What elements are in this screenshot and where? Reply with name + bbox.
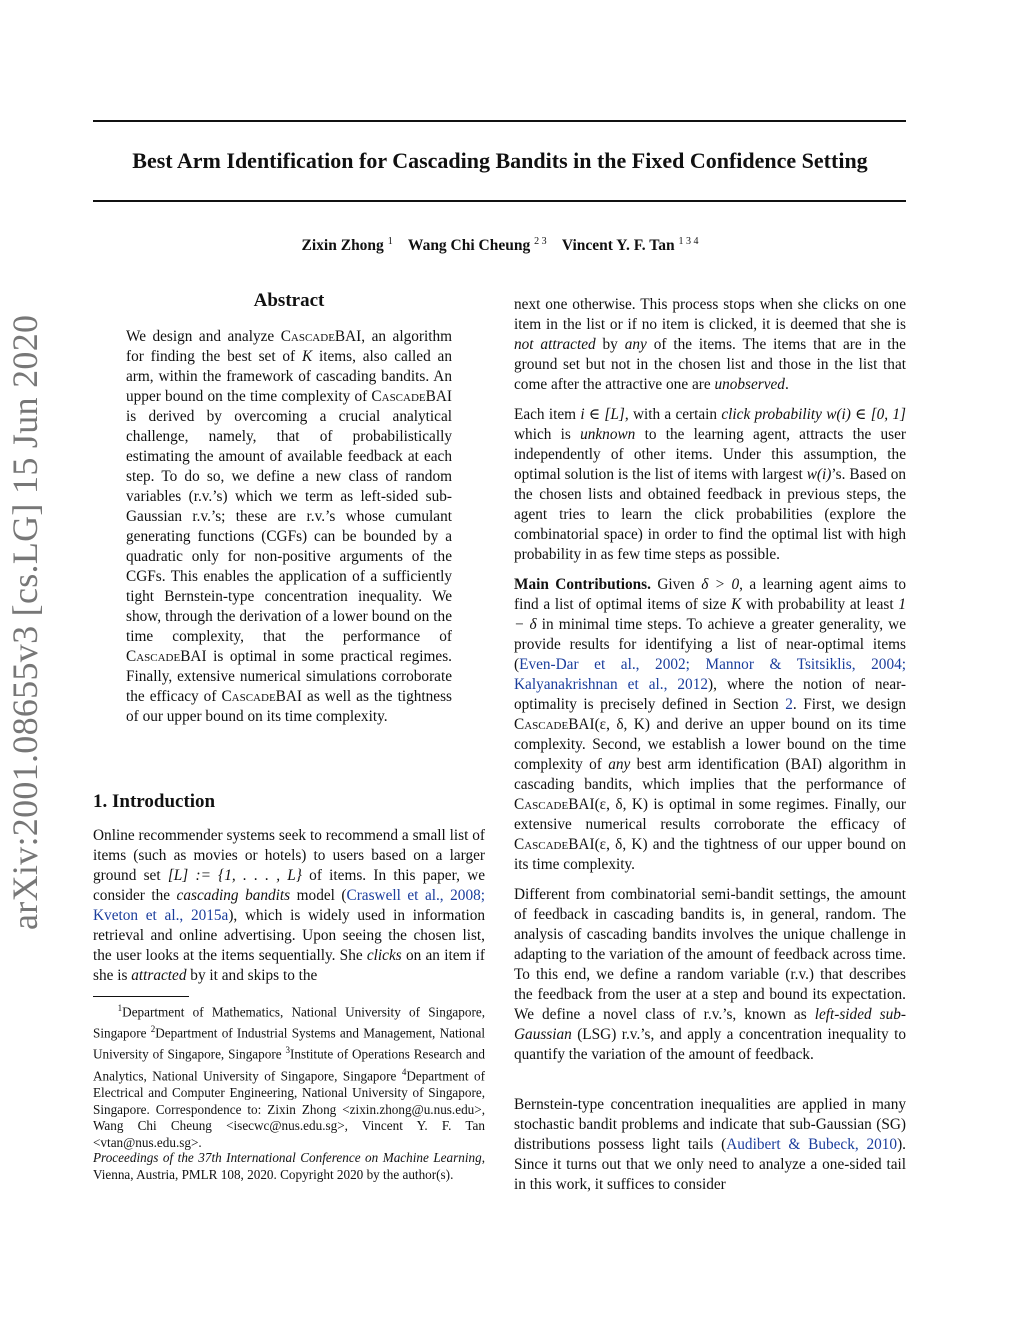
author-affiliation: 1 [387, 236, 393, 247]
main-contributions-paragraph: Main Contributions. Given δ > 0, a learning agent aims to find a list of optimal items of size K with probability at least 1 − δ in minimal time steps. To achieve a greater generality, we provide results for identifying a list of near-optimal items (Even-Dar et al., 2002; Mannor & Tsitsiklis, 2004; Kalyanakrishnan et al., 2012), where the notion of near-optimality is precisely defined in Section 2. First, we design CascadeBAI(ε, δ, K) and derive an upper bound on its time complexity. Second, we establish a lower bound on the time complexity of any best arm identification (BAI) algorithm in cascading bandits, which implies that the performance of CascadeBAI(ε, δ, K) is optimal in some regimes. Finally, our extensive numerical results corroborate the efficacy of CascadeBAI(ε, δ, K) and the tightness of our upper bound on its time complexity. [514, 576, 907, 873]
proceedings-footnote: Proceedings of the 37th International Conference on Machine Learning, Vienna, Austria, PMLR 108, 2020. Copyright 2020 by the author(s). [93, 1150, 485, 1182]
section-heading-introduction: 1. Introduction [93, 791, 216, 812]
citation-link[interactable]: Craswell et al., 2008; Kveton et al., 2015a [93, 887, 485, 924]
paper-title: Best Arm Identification for Cascading Bandits in the Fixed Confidence Setting [132, 148, 868, 173]
citation-link[interactable]: Even-Dar et al., 2002; Mannor & Tsitsiklis, 2004; Kalyanakrishnan et al., 2012 [514, 656, 906, 693]
abstract-body: We design and analyze CascadeBAI, an algorithm for finding the best set of K items, also called an arm, within the framework of cascading bandits. An upper bound on the time complexity of CascadeBAI is derived by overcoming a crucial analytical challenge, namely, that of probabilistically estimating the amount of available feedback at each step. To do so, we define a new class of random variables (r.v.’s) which we term as left-sided sub-Gaussian r.v.’s; these are r.v.’s whose cumulant generating functions (CGFs) can be bounded by a quadratic only for non-positive arguments of the CGFs. This enables the application of a sufficiently tight Bernstein-type concentration inequality. We show, through the derivation of a lower bound on the time complexity, that the performance of CascadeBAI is optimal in some practical regimes. Finally, extensive numerical simulations corroborate the efficacy of CascadeBAI as well as the tightness of our upper bound on its time complexity. [126, 328, 453, 725]
author-affiliation: 1 3 4 [678, 236, 699, 247]
author-affiliation: 2 3 [534, 236, 547, 247]
footnote-rule [93, 996, 189, 997]
affiliation-footnote: $^1$Department of Mathematics, National University of Singapore, Singapore $^2$Department of Industrial Systems and Management, National University of Singapore, Singapore $^3$Institute of Operations Research and Analytics, National University of Singapore, Singapore $^4$Department of Electrical and Computer Engineering, National University of Singapore, Singapore. Correspondence to: Zixin Zhong <zixin.zhong@u.nus.edu>, Wang Chi Cheung <isecwc@nus.edu.sg>, Vincent Y. F. Tan <vtan@nus.edu.sg>. [93, 1003, 485, 1151]
author-name: Vincent Y. F. Tan [561, 237, 675, 255]
right-paragraph-1: next one otherwise. This process stops when she clicks on one item in the list or if no item is clicked, it is deemed that she is not attracted by any of the items. The items that are in the ground set but not in the chosen list and those in the list that come after the attractive one are unobserved. [514, 296, 906, 393]
right-paragraph-2: Each item i ∈ [L], with a certain click probability w(i) ∈ [0, 1] which is unknown to the learning agent, attracts the user independently of other items. Under this assumption, the optimal solution is the list of items with largest w(i)’s. Based on the chosen lists and obtained feedback in previous steps, the agent tries to learn the click probabilities (explore the combinatorial space) in order to find the optimal list with high probability in as few time steps as possible. [514, 406, 906, 563]
citation-link[interactable]: Audibert & Bubeck, 2010 [726, 1136, 898, 1153]
author-name: Zixin Zhong [301, 237, 384, 255]
section-link[interactable]: 2 [785, 696, 793, 713]
right-paragraph-5: Bernstein-type concentration inequalities are applied in many stochastic bandit problems and indicate that sub-Gaussian (SG) distributions possess light tails (Audibert & Bubeck, 2010). Since it turns out that we only need to analyze a one-sided tail in this work, it suffices to consider [514, 1096, 906, 1193]
title-bottom-rule [93, 200, 906, 202]
abstract-heading: Abstract [253, 290, 325, 311]
intro-paragraph: Online recommender systems seek to recommend a small list of items (such as movies or hotels) to users based on a larger ground set [L] := {1, . . . , L} of items. In this paper, we consider the cascading bandits model (Craswell et al., 2008; Kveton et al., 2015a), which is widely used in information retrieval and online advertising. Upon seeing the chosen list, the user looks at the items sequentially. She clicks on an item if she is attracted by it and skips to the [93, 827, 485, 984]
author-list [60, 236, 940, 255]
title-top-rule [93, 120, 906, 122]
author-name: Wang Chi Cheung [407, 237, 531, 255]
right-paragraph-4: Different from combinatorial semi-bandit settings, the amount of feedback in cascading bandits is, in general, random. The analysis of cascading bandits involves the unique challenge in adapting to the variation of the amount of feedback across time. To this end, we define a random variable (r.v.) that describes the feedback from the user at a step and bound its expectation. We define a novel class of r.v.’s, known as left-sided sub-Gaussian (LSG) r.v.’s, and apply a concentration inequality to quantify the variation of the amount of feedback. [514, 886, 906, 1063]
arxiv-identifier: arXiv:2001.08655v3 [cs.LG] 15 Jun 2020 [5, 314, 45, 930]
